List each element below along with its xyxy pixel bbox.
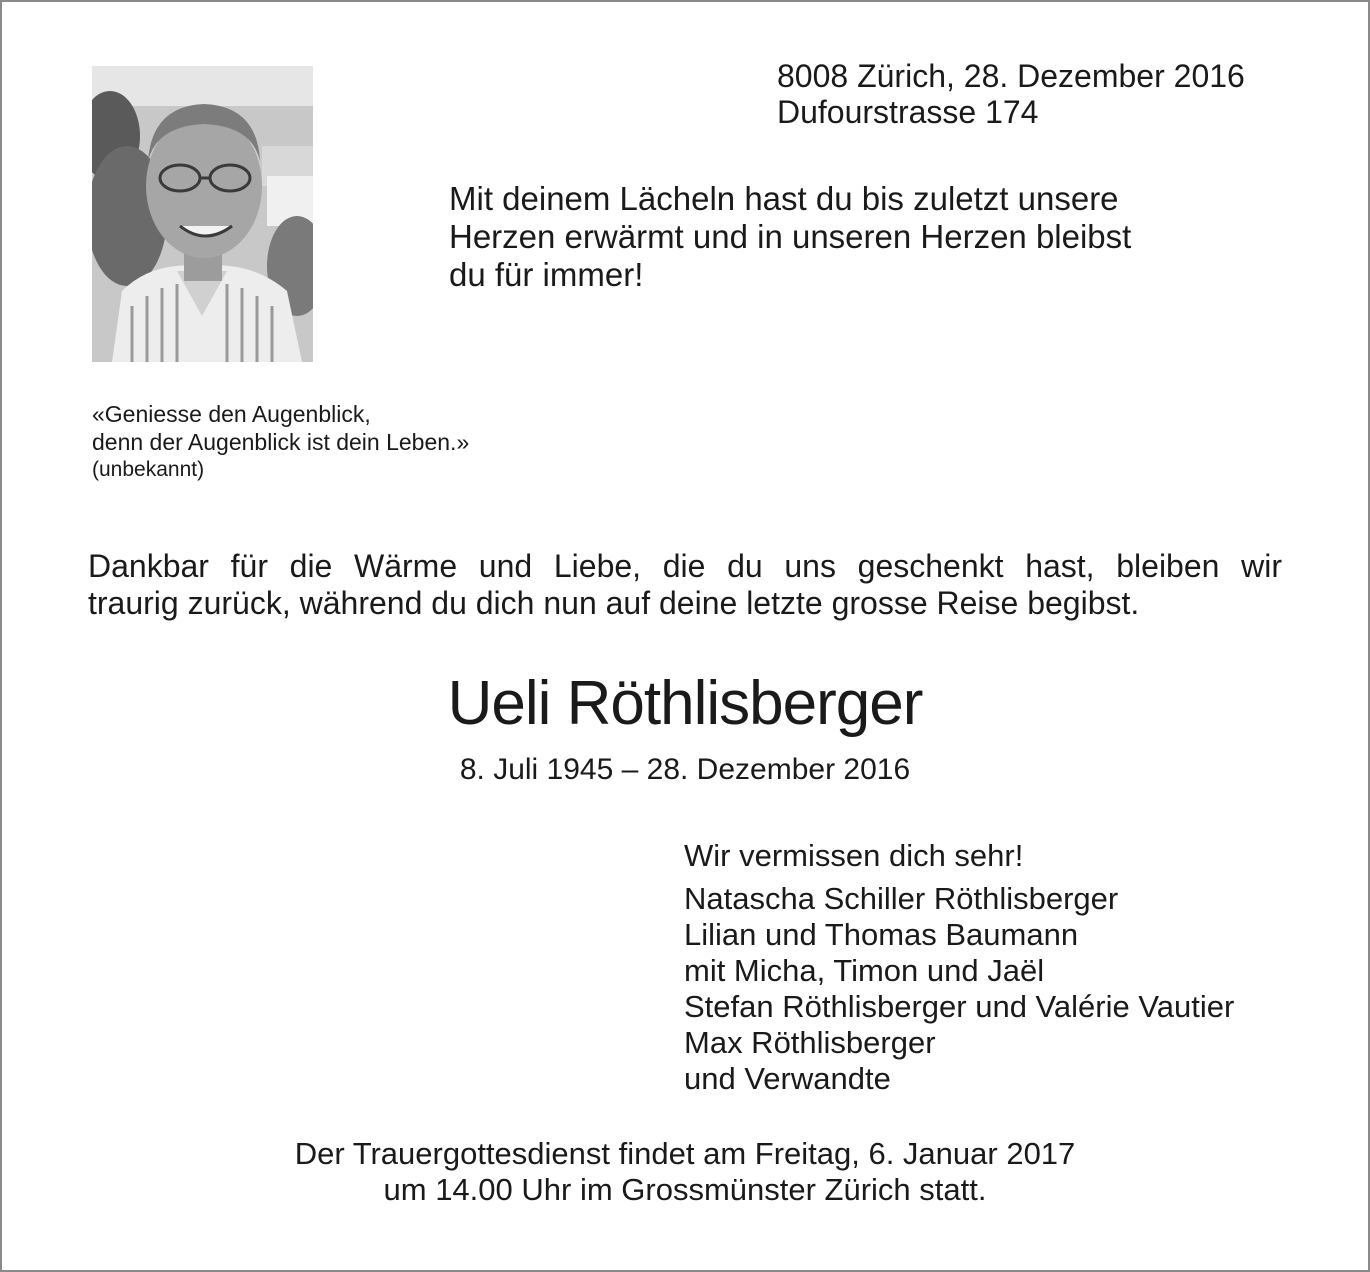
family-member: mit Micha, Timon und Jaël	[684, 953, 1045, 988]
family-member: Lilian und Thomas Baumann	[684, 917, 1079, 952]
service-line: um 14.00 Uhr im Grossmünster Zürich statt.	[383, 1172, 987, 1207]
motto-line: Herzen erwärmt und in unseren Herzen bleibst	[449, 218, 1132, 255]
service-notice	[0, 1136, 1370, 1208]
family-closing: Wir vermissen dich sehr!	[684, 838, 1024, 873]
portrait-photo	[92, 66, 313, 362]
family-member: und Verwandte	[684, 1061, 891, 1096]
family-member: Stefan Röthlisberger und Valérie Vautier	[684, 989, 1235, 1024]
gratitude-paragraph	[88, 548, 1282, 622]
gratitude-line: Dankbar für die Wärme und Liebe, die du uns geschenkt hast, bleiben wir	[88, 548, 1282, 584]
motto-line: Mit deinem Lächeln hast du bis zuletzt unsere	[449, 180, 1119, 217]
motto-block	[449, 180, 1329, 294]
motto-line: du für immer!	[449, 256, 644, 293]
address-street: Dufourstrasse 174	[777, 94, 1039, 130]
family-member: Max Röthlisberger	[684, 1025, 936, 1060]
quote-line: «Geniesse den Augenblick,	[92, 401, 371, 427]
quote-attribution: (unbekannt)	[92, 458, 205, 481]
family-block	[684, 838, 1234, 1097]
address-block	[777, 58, 1245, 130]
quote-line: denn der Augenblick ist dein Leben.»	[92, 429, 470, 455]
family-member: Natascha Schiller Röthlisberger	[684, 881, 1119, 916]
gratitude-line: traurig zurück, während du dich nun auf deine letzte grosse Reise begibst.	[88, 585, 1140, 621]
quote-block	[92, 400, 469, 484]
address-city-date: 8008 Zürich, 28. Dezember 2016	[777, 58, 1245, 94]
deceased-name: Ueli Röthlisberger	[447, 669, 923, 738]
life-dates: 8. Juli 1945 – 28. Dezember 2016	[459, 753, 911, 786]
service-line: Der Trauergottesdienst findet am Freitag, 6. Januar 2017	[294, 1136, 1076, 1171]
